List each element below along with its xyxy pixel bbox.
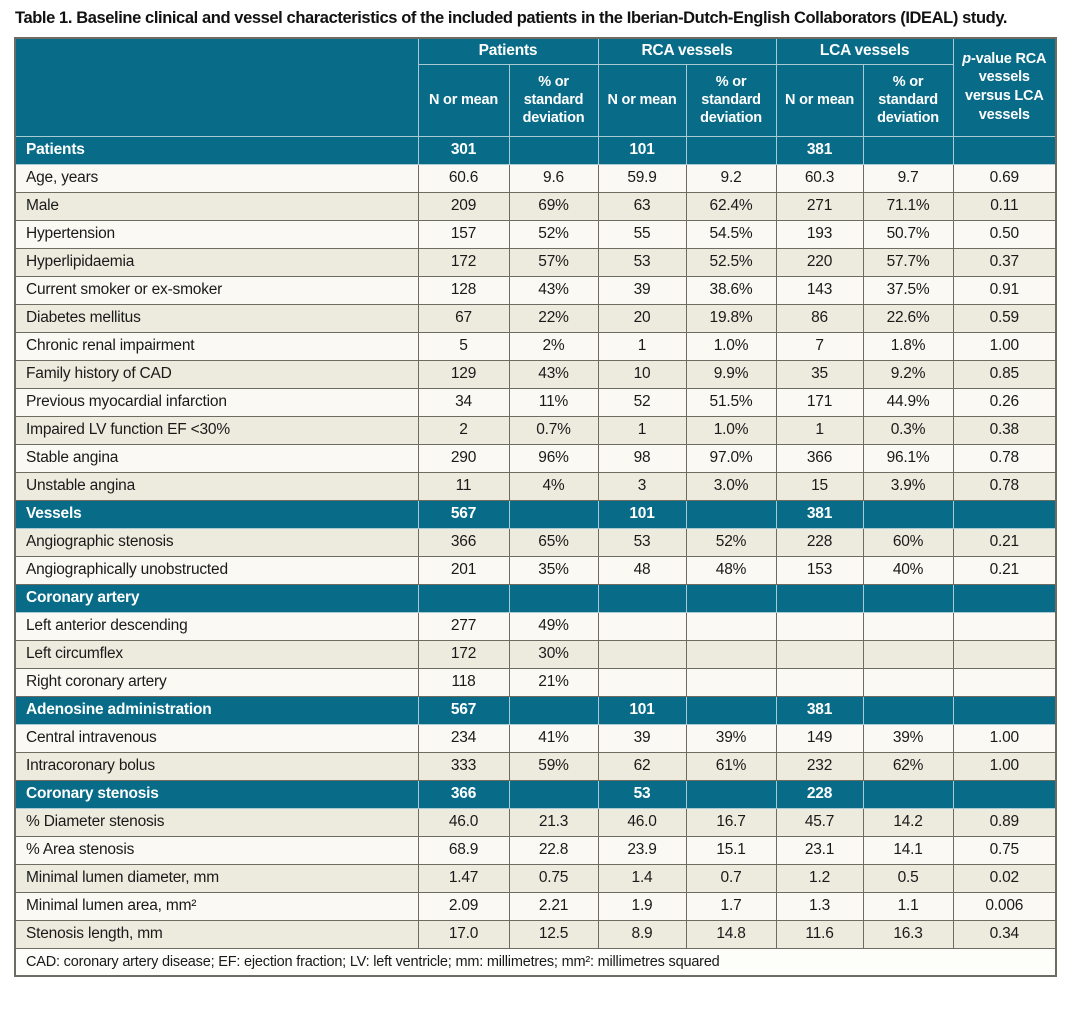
value-cell: 0.21 xyxy=(953,556,1056,584)
value-cell: 1.00 xyxy=(953,752,1056,780)
section-row xyxy=(15,696,1056,724)
table-row xyxy=(15,304,1056,332)
pvalue-header-text: -value RCA vessels versus LCA vessels xyxy=(965,50,1047,124)
subheader-rca-n: N or mean xyxy=(598,64,686,136)
subheader-patients-n: N or mean xyxy=(418,64,509,136)
value-cell: 57.7% xyxy=(863,248,953,276)
value-cell xyxy=(953,780,1056,808)
value-cell: 277 xyxy=(418,612,509,640)
row-label: Left anterior descending xyxy=(15,612,418,640)
value-cell: 53 xyxy=(598,248,686,276)
value-cell: 9.2% xyxy=(863,360,953,388)
value-cell: 49% xyxy=(509,612,598,640)
value-cell xyxy=(953,668,1056,696)
value-cell: 5 xyxy=(418,332,509,360)
value-cell: 1 xyxy=(776,416,863,444)
table-row xyxy=(15,724,1056,752)
value-cell: 17.0 xyxy=(418,920,509,948)
value-cell: 0.75 xyxy=(953,836,1056,864)
table-body xyxy=(15,136,1056,948)
table-row xyxy=(15,192,1056,220)
value-cell: 9.2 xyxy=(686,164,776,192)
value-cell: 62 xyxy=(598,752,686,780)
section-label: Adenosine administration xyxy=(15,696,418,724)
value-cell: 232 xyxy=(776,752,863,780)
value-cell xyxy=(509,696,598,724)
value-cell: 0.78 xyxy=(953,472,1056,500)
table-row xyxy=(15,528,1056,556)
table-row xyxy=(15,164,1056,192)
value-cell: 46.0 xyxy=(418,808,509,836)
table-footer xyxy=(15,948,1056,976)
value-cell: 381 xyxy=(776,136,863,164)
value-cell: 4% xyxy=(509,472,598,500)
value-cell xyxy=(953,584,1056,612)
value-cell: 0.59 xyxy=(953,304,1056,332)
value-cell xyxy=(863,696,953,724)
table-row xyxy=(15,752,1056,780)
value-cell xyxy=(509,780,598,808)
value-cell: 96% xyxy=(509,444,598,472)
value-cell xyxy=(776,612,863,640)
value-cell: 21% xyxy=(509,668,598,696)
value-cell: 220 xyxy=(776,248,863,276)
value-cell: 52% xyxy=(686,528,776,556)
value-cell xyxy=(953,612,1056,640)
value-cell: 366 xyxy=(418,780,509,808)
row-label: Angiographic stenosis xyxy=(15,528,418,556)
value-cell: 9.9% xyxy=(686,360,776,388)
row-label: Current smoker or ex-smoker xyxy=(15,276,418,304)
section-label: Coronary stenosis xyxy=(15,780,418,808)
value-cell: 48 xyxy=(598,556,686,584)
subheader-rca-pct: % or standard deviation xyxy=(686,64,776,136)
value-cell: 14.1 xyxy=(863,836,953,864)
value-cell: 38.6% xyxy=(686,276,776,304)
value-cell: 1.7 xyxy=(686,892,776,920)
column-header-pvalue xyxy=(953,38,1056,136)
value-cell: 228 xyxy=(776,528,863,556)
pvalue-italic-p: p xyxy=(962,50,971,67)
value-cell: 0.91 xyxy=(953,276,1056,304)
value-cell: 153 xyxy=(776,556,863,584)
value-cell: 157 xyxy=(418,220,509,248)
value-cell: 143 xyxy=(776,276,863,304)
section-row xyxy=(15,500,1056,528)
value-cell: 1.00 xyxy=(953,332,1056,360)
value-cell: 35 xyxy=(776,360,863,388)
value-cell xyxy=(598,612,686,640)
row-label: % Diameter stenosis xyxy=(15,808,418,836)
row-label: Intracoronary bolus xyxy=(15,752,418,780)
section-label: Vessels xyxy=(15,500,418,528)
value-cell xyxy=(686,696,776,724)
value-cell: 193 xyxy=(776,220,863,248)
value-cell: 44.9% xyxy=(863,388,953,416)
value-cell: 0.006 xyxy=(953,892,1056,920)
table-row xyxy=(15,836,1056,864)
table-row xyxy=(15,640,1056,668)
footnote-text: CAD: coronary artery disease; EF: ejection fraction; LV: left ventricle; mm: millimetres; mm²: millimetres squared xyxy=(15,948,1056,976)
value-cell: 60.3 xyxy=(776,164,863,192)
value-cell: 129 xyxy=(418,360,509,388)
row-label: Right coronary artery xyxy=(15,668,418,696)
footnote-row xyxy=(15,948,1056,976)
value-cell: 57% xyxy=(509,248,598,276)
value-cell: 39% xyxy=(686,724,776,752)
section-row xyxy=(15,584,1056,612)
table-row xyxy=(15,808,1056,836)
value-cell: 3.9% xyxy=(863,472,953,500)
value-cell: 118 xyxy=(418,668,509,696)
value-cell: 0.34 xyxy=(953,920,1056,948)
row-label: Left circumflex xyxy=(15,640,418,668)
row-label: Family history of CAD xyxy=(15,360,418,388)
value-cell: 172 xyxy=(418,248,509,276)
value-cell xyxy=(863,612,953,640)
value-cell: 97.0% xyxy=(686,444,776,472)
value-cell: 10 xyxy=(598,360,686,388)
value-cell xyxy=(863,136,953,164)
value-cell: 30% xyxy=(509,640,598,668)
value-cell: 0.7% xyxy=(509,416,598,444)
value-cell: 1.00 xyxy=(953,724,1056,752)
value-cell: 9.6 xyxy=(509,164,598,192)
table-row xyxy=(15,472,1056,500)
value-cell: 55 xyxy=(598,220,686,248)
value-cell: 128 xyxy=(418,276,509,304)
value-cell: 1.3 xyxy=(776,892,863,920)
value-cell: 149 xyxy=(776,724,863,752)
value-cell xyxy=(686,780,776,808)
value-cell: 2.21 xyxy=(509,892,598,920)
value-cell: 1.0% xyxy=(686,332,776,360)
row-label: Minimal lumen diameter, mm xyxy=(15,864,418,892)
value-cell: 53 xyxy=(598,780,686,808)
value-cell: 16.7 xyxy=(686,808,776,836)
value-cell: 0.75 xyxy=(509,864,598,892)
value-cell: 60% xyxy=(863,528,953,556)
value-cell: 0.38 xyxy=(953,416,1056,444)
value-cell: 1.4 xyxy=(598,864,686,892)
table-row xyxy=(15,444,1056,472)
column-group-patients: Patients xyxy=(418,38,598,64)
value-cell: 59% xyxy=(509,752,598,780)
value-cell: 39 xyxy=(598,724,686,752)
row-label: % Area stenosis xyxy=(15,836,418,864)
value-cell xyxy=(418,584,509,612)
value-cell: 3.0% xyxy=(686,472,776,500)
subheader-lca-pct: % or standard deviation xyxy=(863,64,953,136)
value-cell: 23.9 xyxy=(598,836,686,864)
value-cell: 96.1% xyxy=(863,444,953,472)
value-cell: 23.1 xyxy=(776,836,863,864)
value-cell: 43% xyxy=(509,360,598,388)
row-label: Hypertension xyxy=(15,220,418,248)
value-cell: 60.6 xyxy=(418,164,509,192)
value-cell: 71.1% xyxy=(863,192,953,220)
value-cell: 172 xyxy=(418,640,509,668)
column-group-row xyxy=(15,38,1056,64)
subheader-lca-n: N or mean xyxy=(776,64,863,136)
row-label: Diabetes mellitus xyxy=(15,304,418,332)
column-group-lca-vessels: LCA vessels xyxy=(776,38,953,64)
value-cell: 40% xyxy=(863,556,953,584)
row-label: Unstable angina xyxy=(15,472,418,500)
value-cell xyxy=(776,584,863,612)
value-cell: 1.8% xyxy=(863,332,953,360)
value-cell: 1.47 xyxy=(418,864,509,892)
table-row xyxy=(15,248,1056,276)
value-cell xyxy=(953,640,1056,668)
value-cell xyxy=(509,584,598,612)
subheader-patients-pct: % or standard deviation xyxy=(509,64,598,136)
value-cell xyxy=(686,584,776,612)
value-cell: 9.7 xyxy=(863,164,953,192)
value-cell xyxy=(863,640,953,668)
value-cell: 101 xyxy=(598,696,686,724)
table-row xyxy=(15,416,1056,444)
row-label: Stenosis length, mm xyxy=(15,920,418,948)
value-cell: 1.0% xyxy=(686,416,776,444)
value-cell: 0.26 xyxy=(953,388,1056,416)
row-label: Hyperlipidaemia xyxy=(15,248,418,276)
table-row xyxy=(15,360,1056,388)
value-cell: 0.11 xyxy=(953,192,1056,220)
value-cell: 567 xyxy=(418,696,509,724)
value-cell: 69% xyxy=(509,192,598,220)
row-label: Impaired LV function EF <30% xyxy=(15,416,418,444)
value-cell: 37.5% xyxy=(863,276,953,304)
table-row xyxy=(15,220,1056,248)
value-cell: 0.37 xyxy=(953,248,1056,276)
value-cell: 0.85 xyxy=(953,360,1056,388)
value-cell: 39 xyxy=(598,276,686,304)
value-cell: 86 xyxy=(776,304,863,332)
row-label: Stable angina xyxy=(15,444,418,472)
value-cell: 62.4% xyxy=(686,192,776,220)
table-row xyxy=(15,920,1056,948)
value-cell xyxy=(863,500,953,528)
value-cell xyxy=(776,640,863,668)
section-row xyxy=(15,136,1056,164)
table-header xyxy=(15,38,1056,136)
value-cell: 1.9 xyxy=(598,892,686,920)
row-label: Minimal lumen area, mm² xyxy=(15,892,418,920)
value-cell: 11.6 xyxy=(776,920,863,948)
value-cell: 7 xyxy=(776,332,863,360)
value-cell: 61% xyxy=(686,752,776,780)
value-cell xyxy=(509,500,598,528)
value-cell: 0.21 xyxy=(953,528,1056,556)
value-cell: 22.6% xyxy=(863,304,953,332)
value-cell xyxy=(509,136,598,164)
value-cell: 2% xyxy=(509,332,598,360)
value-cell: 8.9 xyxy=(598,920,686,948)
value-cell: 366 xyxy=(418,528,509,556)
value-cell: 39% xyxy=(863,724,953,752)
value-cell: 0.78 xyxy=(953,444,1056,472)
column-group-rca-vessels: RCA vessels xyxy=(598,38,776,64)
value-cell: 52% xyxy=(509,220,598,248)
table-row xyxy=(15,556,1056,584)
value-cell: 201 xyxy=(418,556,509,584)
value-cell: 1 xyxy=(598,332,686,360)
value-cell xyxy=(863,584,953,612)
value-cell: 52 xyxy=(598,388,686,416)
value-cell xyxy=(863,668,953,696)
value-cell: 98 xyxy=(598,444,686,472)
value-cell: 2 xyxy=(418,416,509,444)
value-cell: 381 xyxy=(776,696,863,724)
value-cell: 22% xyxy=(509,304,598,332)
value-cell: 51.5% xyxy=(686,388,776,416)
value-cell: 171 xyxy=(776,388,863,416)
table-row xyxy=(15,892,1056,920)
value-cell: 0.50 xyxy=(953,220,1056,248)
value-cell: 14.8 xyxy=(686,920,776,948)
value-cell: 271 xyxy=(776,192,863,220)
row-label: Previous myocardial infarction xyxy=(15,388,418,416)
value-cell: 11% xyxy=(509,388,598,416)
value-cell xyxy=(686,612,776,640)
value-cell: 15.1 xyxy=(686,836,776,864)
value-cell: 290 xyxy=(418,444,509,472)
value-cell: 14.2 xyxy=(863,808,953,836)
value-cell: 12.5 xyxy=(509,920,598,948)
value-cell xyxy=(953,136,1056,164)
value-cell xyxy=(953,696,1056,724)
value-cell xyxy=(686,668,776,696)
value-cell: 3 xyxy=(598,472,686,500)
value-cell: 209 xyxy=(418,192,509,220)
value-cell: 101 xyxy=(598,500,686,528)
value-cell: 34 xyxy=(418,388,509,416)
value-cell: 46.0 xyxy=(598,808,686,836)
value-cell: 0.7 xyxy=(686,864,776,892)
value-cell: 0.69 xyxy=(953,164,1056,192)
value-cell: 43% xyxy=(509,276,598,304)
value-cell xyxy=(953,500,1056,528)
row-label: Chronic renal impairment xyxy=(15,332,418,360)
table-title: Table 1. Baseline clinical and vessel characteristics of the included patients in the Iberian-Dutch-English Collaborators (IDEAL) study. xyxy=(15,9,1008,27)
table-row xyxy=(15,276,1056,304)
value-cell: 65% xyxy=(509,528,598,556)
value-cell: 19.8% xyxy=(686,304,776,332)
value-cell xyxy=(686,640,776,668)
section-label: Coronary artery xyxy=(15,584,418,612)
value-cell xyxy=(863,780,953,808)
value-cell xyxy=(598,640,686,668)
row-label: Angiographically unobstructed xyxy=(15,556,418,584)
value-cell xyxy=(776,668,863,696)
value-cell: 1.1 xyxy=(863,892,953,920)
value-cell: 381 xyxy=(776,500,863,528)
value-cell: 63 xyxy=(598,192,686,220)
value-cell: 228 xyxy=(776,780,863,808)
table-row xyxy=(15,864,1056,892)
section-label: Patients xyxy=(15,136,418,164)
value-cell: 20 xyxy=(598,304,686,332)
row-label: Male xyxy=(15,192,418,220)
value-cell: 22.8 xyxy=(509,836,598,864)
value-cell: 0.89 xyxy=(953,808,1056,836)
value-cell: 11 xyxy=(418,472,509,500)
table-row xyxy=(15,612,1056,640)
baseline-characteristics-table xyxy=(14,37,1057,977)
value-cell: 68.9 xyxy=(418,836,509,864)
value-cell: 2.09 xyxy=(418,892,509,920)
value-cell: 35% xyxy=(509,556,598,584)
value-cell: 0.3% xyxy=(863,416,953,444)
value-cell: 15 xyxy=(776,472,863,500)
row-label: Age, years xyxy=(15,164,418,192)
value-cell: 41% xyxy=(509,724,598,752)
value-cell: 59.9 xyxy=(598,164,686,192)
table-row xyxy=(15,388,1056,416)
value-cell xyxy=(598,668,686,696)
value-cell xyxy=(686,500,776,528)
value-cell: 48% xyxy=(686,556,776,584)
row-label: Central intravenous xyxy=(15,724,418,752)
corner-cell xyxy=(15,38,418,136)
value-cell: 52.5% xyxy=(686,248,776,276)
value-cell: 1.2 xyxy=(776,864,863,892)
value-cell: 366 xyxy=(776,444,863,472)
value-cell: 1 xyxy=(598,416,686,444)
value-cell: 54.5% xyxy=(686,220,776,248)
value-cell: 333 xyxy=(418,752,509,780)
value-cell: 567 xyxy=(418,500,509,528)
table-row xyxy=(15,668,1056,696)
value-cell: 21.3 xyxy=(509,808,598,836)
value-cell: 50.7% xyxy=(863,220,953,248)
value-cell: 16.3 xyxy=(863,920,953,948)
value-cell xyxy=(686,136,776,164)
value-cell: 101 xyxy=(598,136,686,164)
value-cell: 67 xyxy=(418,304,509,332)
value-cell xyxy=(598,584,686,612)
value-cell: 301 xyxy=(418,136,509,164)
section-row xyxy=(15,780,1056,808)
table-row xyxy=(15,332,1056,360)
value-cell: 62% xyxy=(863,752,953,780)
value-cell: 45.7 xyxy=(776,808,863,836)
value-cell: 53 xyxy=(598,528,686,556)
value-cell: 0.5 xyxy=(863,864,953,892)
value-cell: 0.02 xyxy=(953,864,1056,892)
value-cell: 234 xyxy=(418,724,509,752)
